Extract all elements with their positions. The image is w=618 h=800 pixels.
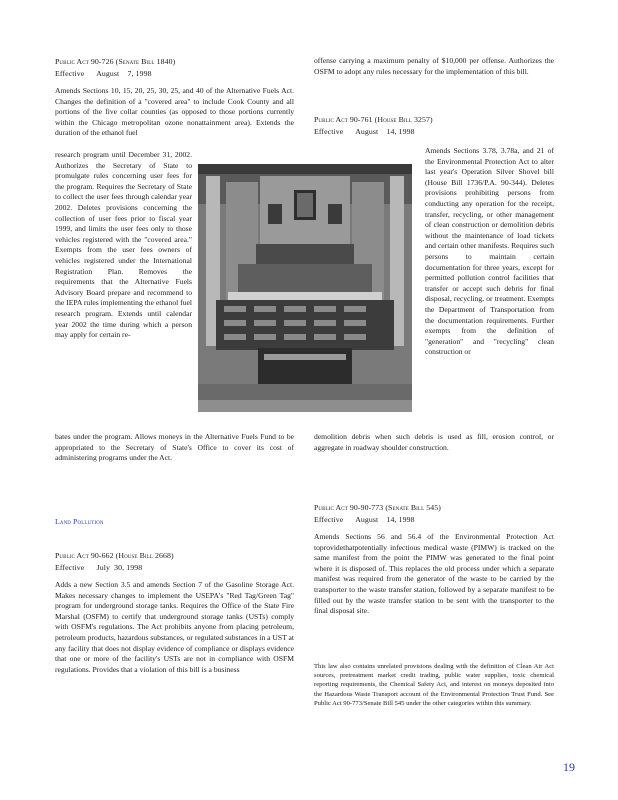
pa-90-726-effective: Effective August 7, 1998 bbox=[55, 69, 152, 78]
pa-90-761-body-bottom: demolition debris when such debris is used as fill, erosion control, or aggregate in roadway shoulder construction. bbox=[314, 432, 554, 452]
pa-90-773-body: Amends Sections 56 and 56.4 of the Environmental Protection Act toprovidethatpotentially infectious medical waste (PIMW) is tracked on the same manifest from the point the PIMW was generated to the final point where it is disposed of. This replaces the old process under which a separate manifest was required from the generator of the waste to be carried by the transporter to the waste transfer station, followed by a separate manifest to be filled out by the waste transfer station to be sent with the transporter to the final disposal site. bbox=[314, 532, 554, 616]
pa-90-662-body: Adds a new Section 3.5 and amends Section 7 of the Gasoline Storage Act. Makes necessary changes to implement the USEPA's "Red Tag/Green Tag" program for underground storage tanks. Requires the Office of the State Fire Marshal (OSFM) to certify that underground storage tanks (USTs) comply with OSFM's regulations. The Act prohibits anyone from placing petroleum, petroleum products, hazardous substances, or regulated substances in a UST at any facility that does not display evidence of compliance or displays evidence that one or more of the facility's USTs are not in compliance with OSFM regulations. Provides that a violation of this bill is a business bbox=[55, 580, 294, 674]
pa-90-726-body-bottom: bates under the program. Allows moneys in the Alternative Fuels Fund to be appropriated to the Secretary of State's Office to cover its cost of administering programs under the Act. bbox=[55, 432, 294, 463]
pa-90-761-effective: Effective August 14, 1998 bbox=[314, 127, 415, 136]
pa-90-726-body-top: Amends Sections 10, 15, 20, 25, 30, 25, and 40 of the Alternative Fuels Act. Changes the definition of a "covered area" to include Cook County and all portions of the five collar counties (as opposed to those portions currently within the Chicago metropolitan ozone nonattainment area). Extends the duration of the ethanol fuel bbox=[55, 86, 294, 138]
page-number: 19 bbox=[563, 760, 575, 774]
pa-90-726-title: Public Act 90-726 (Senate Bill 1840) bbox=[55, 57, 176, 66]
pa-90-662-title: Public Act 90-662 (House Bill 2668) bbox=[55, 551, 174, 560]
pa-90-773-note: This law also contains unrelated provisions dealing with the definition of Clean Air Act sources, pretreatment market credit trading, public water supplies, toxic chemical reporting requirements, the Chemical Safety Act, and interest on moneys deposited into the Hazardous Waste Transport account of the Environmental Protection Trust Fund. See Public Act 90-773/Senate Bill 545 under the other categories within this summary. bbox=[314, 663, 554, 707]
legislative-chamber-photo bbox=[198, 164, 412, 412]
pa-90-662-effective: Effective July 30, 1998 bbox=[55, 563, 143, 572]
pa-90-761-body-wrap: Amends Sections 3.78, 3.78a, and 21 of the Environmental Protection Act to alter last year's Operation Silver Shovel bill (House Bill 1736/P.A. 90-344). Deletes provisions prohibiting persons from conducting any operation for the receipt, transfer, recycling, or other management of clean construction or demolition debris without the maintenance of load tickets and certain other manifests. Requires such persons to maintain certain documentation for three years, except for permitted pollution control facilities that transfer or accept such debris for final disposal, recycling, or treatment. Exempts the Department of Transportation from the documentation requirements. Further exempts from the definition of "generation" and "recycling" clean construction or bbox=[425, 146, 554, 357]
pa-90-761-title: Public Act 90-761 (House Bill 3257) bbox=[314, 115, 433, 124]
pa-90-773-title: Public Act 90-90-773 (Senate Bill 545) bbox=[314, 503, 441, 512]
pa-90-773-effective: Effective August 14, 1998 bbox=[314, 515, 415, 524]
pa-90-726-body-wrap: research program until December 31, 2002. Authorizes the Secretary of State to promulgate rules concerning user fees for the program. Requires the Secretary of State to collect the user fees through calendar year 2002. Deletes provisions concerning the collection of user fees prior to fiscal year 1999, and limits the user fees only to those vehicles registered with the "covered area." Exempts from the user fees owners of vehicles registered under the International Registration Plan. Removes the requirements that the Alternative Fuels Advisory Board prepare and recommend to the IEPA rules implementing the ethanol fuel research program. Extends until calendar year 2002 the time during which a person may apply for certain re- bbox=[55, 150, 192, 340]
pa-90-726-continuation: offense carrying a maximum penalty of $10,000 per offense. Authorizes the OSFM to adopt any rules necessary for the implementation of this bill. bbox=[314, 56, 554, 76]
section-label-land-pollution: Land Pollution bbox=[55, 517, 104, 526]
